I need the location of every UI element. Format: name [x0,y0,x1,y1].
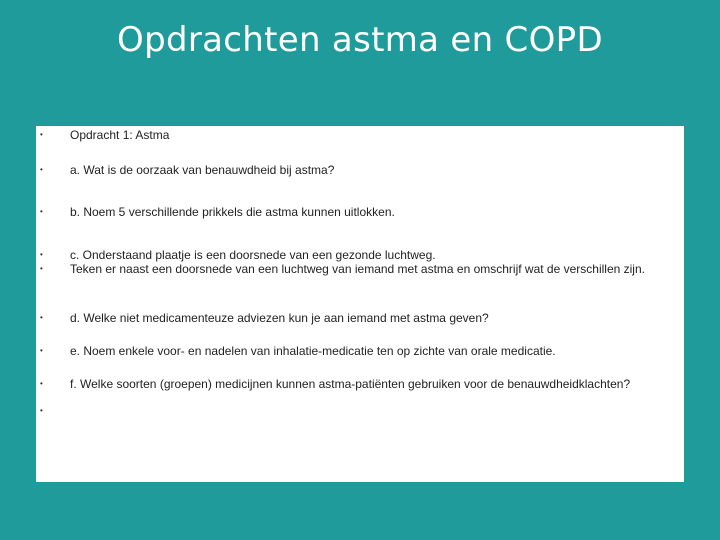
list-item-text: b. Noem 5 verschillende prikkels die astma kunnen uitlokken. [70,205,395,219]
bullet-point: • [40,207,43,216]
content-panel [36,126,684,482]
list-item-text: d. Welke niet medicamenteuze adviezen kun je aan iemand met astma geven? [70,311,489,325]
list-item-text: e. Noem enkele voor- en nadelen van inhalatie-medicatie ten op zichte van orale medicatie. [70,344,556,358]
bullet-point: • [40,264,43,273]
bullet-point: • [40,130,43,139]
list-item-text: Teken er naast een doorsnede van een luchtweg van iemand met astma en omschrijf wat de verschillen zijn. [70,262,645,276]
list-item-text: c. Onderstaand plaatje is een doorsnede van een gezonde luchtweg. [70,248,436,262]
bullet-point: • [40,313,43,322]
bullet-point: • [40,346,43,355]
bullet-point: • [40,379,43,388]
list-item-text: a. Wat is de oorzaak van benauwdheid bij astma? [70,163,335,177]
bullet-point: • [40,250,43,259]
bullet-point: • [40,406,43,415]
bullet-point: • [40,165,43,174]
list-item-text: Opdracht 1: Astma [70,128,170,142]
list-item-text: f. Welke soorten (groepen) medicijnen kunnen astma-patiënten gebruiken voor de benauwdheidklachten? [70,377,631,391]
slide-title: Opdrachten astma en COPD [117,20,603,60]
